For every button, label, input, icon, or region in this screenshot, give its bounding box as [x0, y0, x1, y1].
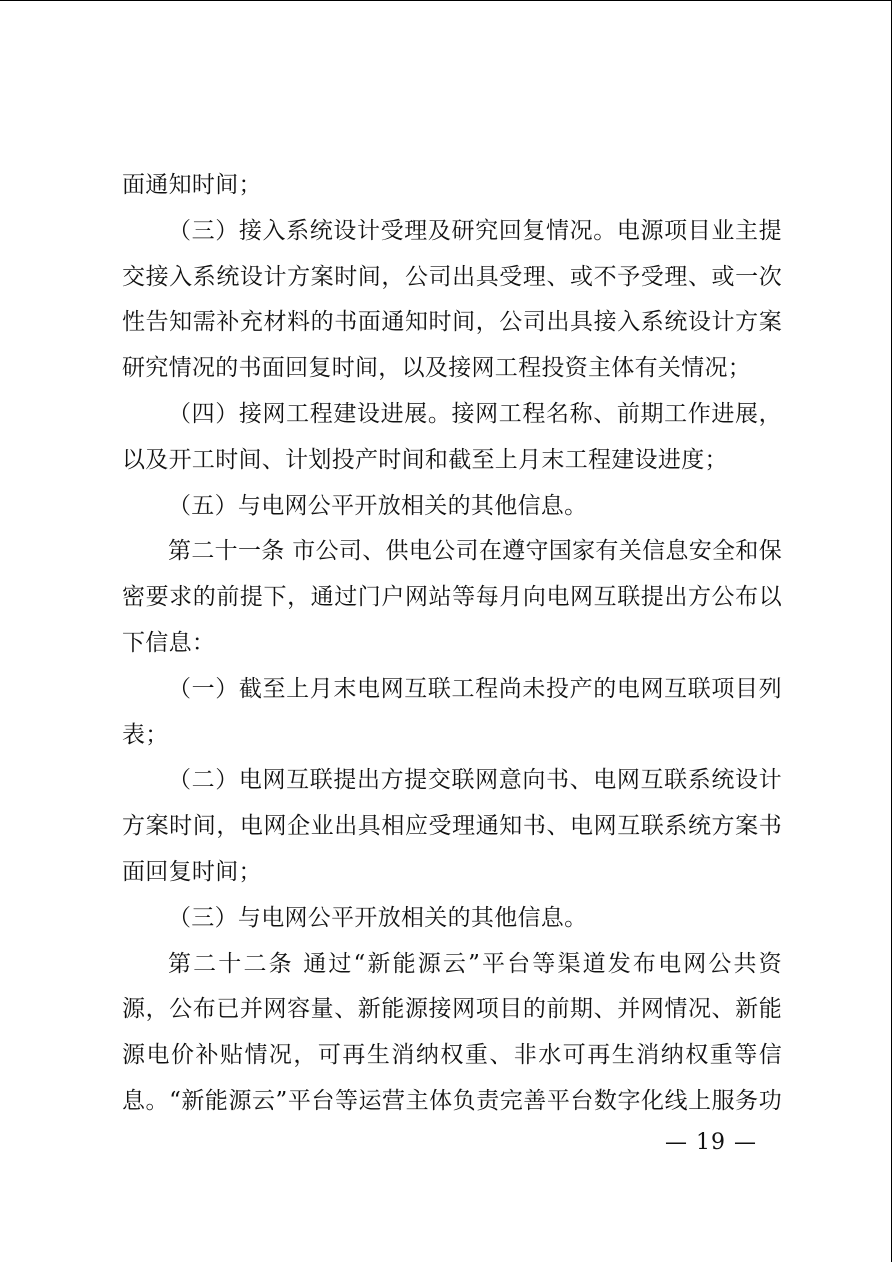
- paragraph-item-1-project-list: （一）截至上月末电网互联工程尚未投产的电网互联项目列表；: [122, 675, 782, 748]
- body-text: [122, 163, 782, 1125]
- paragraph-continued-notice-time: 面通知时间；: [122, 172, 262, 198]
- paragraph-item-3-other-info: （三）与电网公平开放相关的其他信息。: [168, 904, 588, 931]
- paragraph-item-3-design-acceptance: （三）接入系统设计受理及研究回复情况。电源项目业主提交接入系统设计方案时间，公司出具受理、或不予受理、或一次性告知需补充材料的书面通知时间，公司出具接入系统设计方案研究情况的书面回复时间，以及接网工程投资主体有关情况；: [122, 217, 782, 382]
- paragraph-item-4-construction-progress: （四）接网工程建设进展。接网工程名称、前期工作进展，以及开工时间、计划投产时间和截至上月末工程建设进度；: [122, 400, 782, 473]
- page-number: — 19 —: [665, 1130, 757, 1155]
- paragraph-item-2-submission-time: （二）电网互联提出方提交联网意向书、电网互联系统设计方案时间，电网企业出具相应受理通知书、电网互联系统方案书面回复时间；: [122, 767, 782, 885]
- paragraph-article-21: 第二十一条 市公司、供电公司在遵守国家有关信息安全和保密要求的前提下，通过门户网站等每月向电网互联提出方公布以下信息：: [122, 538, 782, 656]
- paragraph-article-22: 第二十二条 通过“新能源云”平台等渠道发布电网公共资源，公布已并网容量、新能源接网项目的前期、并网情况、新能源电价补贴情况，可再生消纳权重、非水可再生消纳权重等信息。“新能源云”平台等运营主体负责完善平台数字化线上服务功: [122, 950, 782, 1114]
- paragraph-item-5-other-info: （五）与电网公平开放相关的其他信息。: [168, 492, 588, 519]
